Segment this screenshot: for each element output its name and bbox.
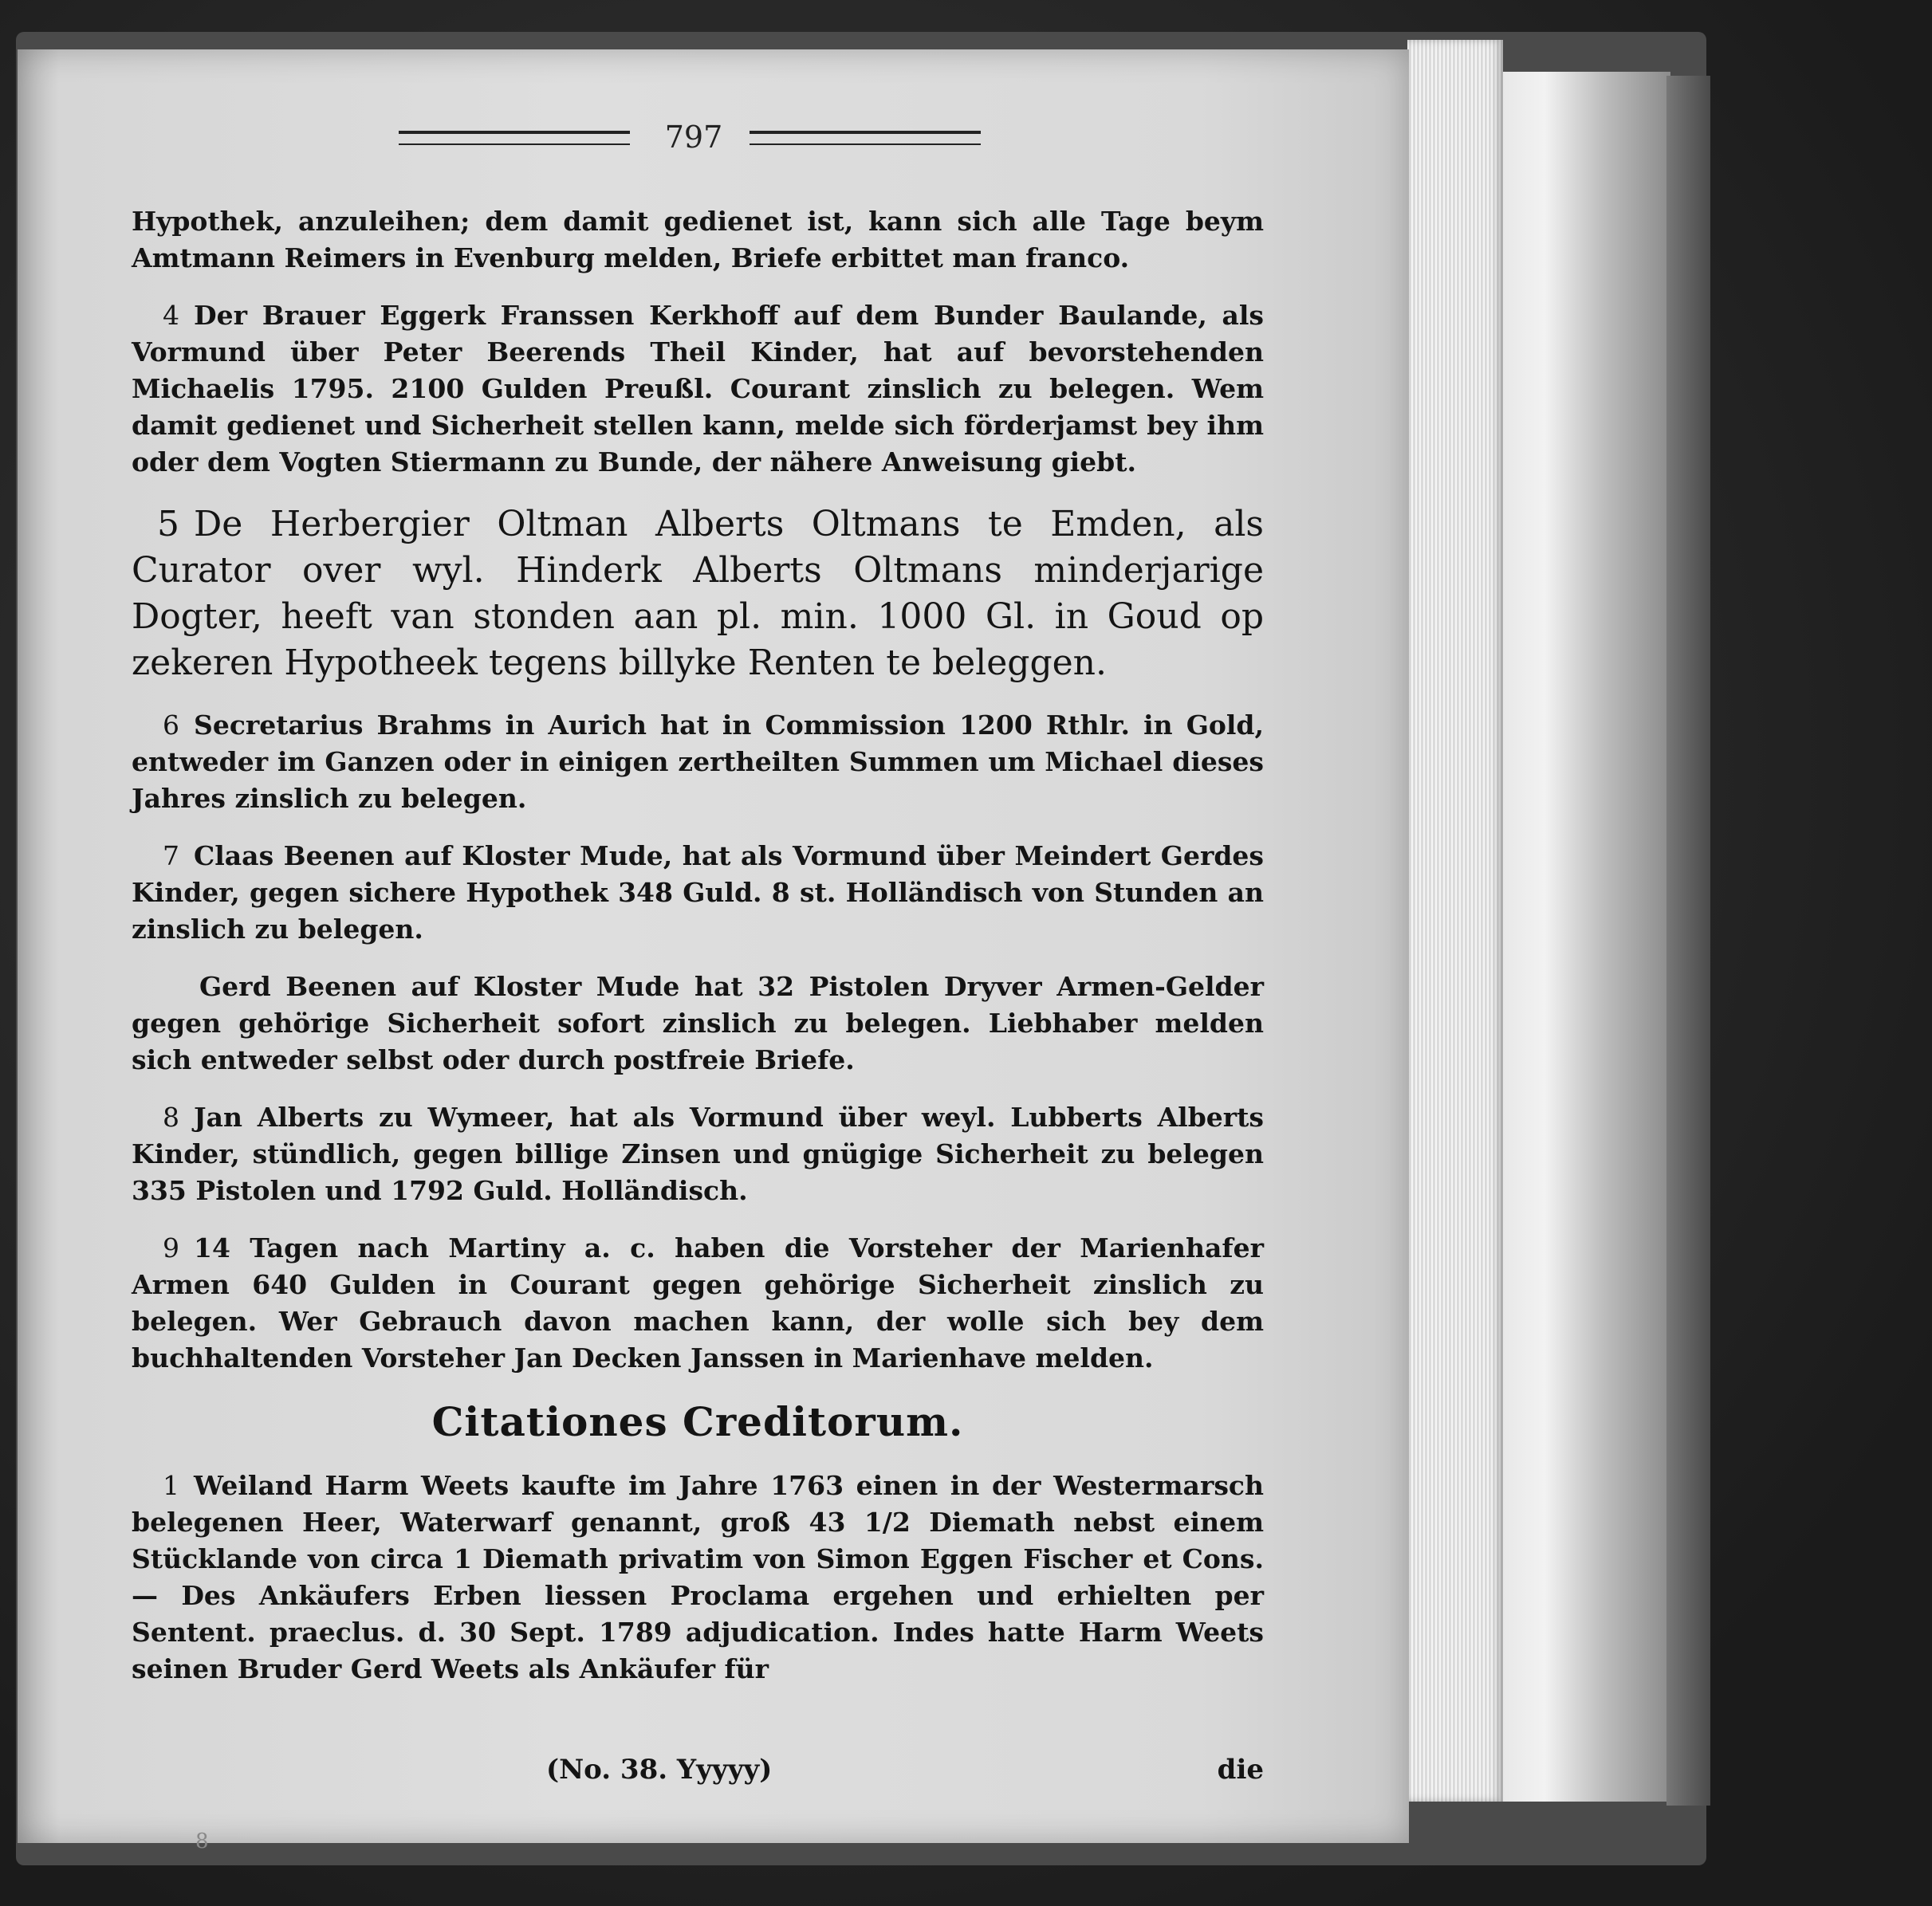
page-footer [132, 1754, 1264, 1794]
paragraph-text: Claas Beenen auf Kloster Mude, hat als Vormund über Meindert Gerdes Kinder, gegen sichere Hypothek 348 Guld. 8 st. Holländisch von Stunden an zinslich zu belegen. [132, 840, 1264, 945]
section-paragraph-1 [132, 1468, 1264, 1688]
paragraph-number: 6 [163, 709, 179, 741]
paragraph-6 [132, 707, 1264, 817]
paragraph-number: 9 [163, 1232, 179, 1263]
paragraph-8 [132, 1099, 1264, 1209]
paragraph-7-addendum [132, 969, 1264, 1079]
paragraph-text: Hypothek, anzuleihen; dem damit gedienet ist, kann sich alle Tage beym Amtmann Reimers in Evenburg melden, Briefe erbittet man franco. [132, 206, 1264, 273]
paragraph-number: 7 [163, 840, 179, 871]
signature-mark: (No. 38. Yyyyy) [546, 1754, 773, 1786]
margin-mark: 8 [195, 1829, 209, 1853]
paragraph-text: De Herbergier Oltman Alberts Oltmans te Emden, als Curator over wyl. Hinderk Alberts Oltmans minderjarige Dogter, heeft van stonden aan pl. min. 1000 Gl. in Goud op zekeren Hypotheek tegens billyke Renten te beleggen. [132, 504, 1264, 683]
paragraph-text: Der Brauer Eggerk Franssen Kerkhoff auf dem Bunder Baulande, als Vormund über Peter Beerends Theil Kinder, hat auf bevorstehenden Michaelis 1795. 2100 Gulden Preußl. Courant zinslich zu belegen. Wem damit gedienet und Sicherheit stellen kann, melde sich förderjamst bey ihm oder dem Vogten Stiermann zu Bunde, der nähere Anweisung giebt. [132, 300, 1264, 477]
head-rule-right [750, 131, 981, 145]
paragraph-text: 14 Tagen nach Martiny a. c. haben die Vorsteher der Marienhafer Armen 640 Gulden in Courant gegen gehörige Sicherheit zinslich zu belegen. Wer Gebrauch davon machen kann, der wolle sich bey dem buchhaltenden Vorsteher Jan Decken Janssen in Marienhave melden. [132, 1232, 1264, 1373]
book-spine [1666, 76, 1710, 1806]
page-block-edge [1503, 72, 1670, 1802]
catchword: die [1217, 1754, 1264, 1786]
paragraph-7 [132, 838, 1264, 948]
page-number: 797 [664, 120, 723, 155]
paragraph-text: Weiland Harm Weets kaufte im Jahre 1763 einen in der Westermarsch belegenen Heer, Waterwarf genannt, groß 43 1/2 Diemath nebst einem Stücklande von circa 1 Diemath privatim von Simon Eggen Fischer et Cons. — Des Ankäufers Erben liessen Proclama ergehen und erhielten per Sentent. praeclus. d. 30 Sept. 1789 adjudication. Indes hatte Harm Weets seinen Bruder Gerd Weets als Ankäufer für [132, 1470, 1264, 1684]
section-heading: Citationes Creditorum. [431, 1398, 964, 1445]
running-head [399, 120, 989, 159]
paragraph-4 [132, 297, 1264, 481]
paragraph-number: 4 [163, 300, 179, 331]
paragraph-text: Gerd Beenen auf Kloster Mude hat 32 Pistolen Dryver Armen-Gelder gegen gehörige Sicherheit sofort zinslich zu belegen. Liebhaber melden sich entweder selbst oder durch postfreie Briefe. [132, 971, 1264, 1075]
paragraph-5 [132, 501, 1264, 686]
head-rule-left [399, 131, 630, 145]
paragraph-text: Secretarius Brahms in Aurich hat in Commission 1200 Rthlr. in Gold, entweder im Ganzen oder in einigen zertheilten Summen um Michael dieses Jahres zinslich zu belegen. [132, 709, 1264, 814]
paragraph-number: 5 [157, 504, 179, 544]
page-body [132, 203, 1264, 1708]
paragraph-continuation [132, 203, 1264, 277]
page-stack-edge [1407, 40, 1503, 1802]
paragraph-number: 8 [163, 1102, 179, 1133]
paragraph-text: Jan Alberts zu Wymeer, hat als Vormund über weyl. Lubberts Alberts Kinder, stündlich, gegen billige Zinsen und gnügige Sicherheit zu belegen 335 Pistolen und 1792 Guld. Holländisch. [132, 1102, 1264, 1206]
paragraph-number: 1 [163, 1470, 179, 1501]
paragraph-9 [132, 1230, 1264, 1377]
